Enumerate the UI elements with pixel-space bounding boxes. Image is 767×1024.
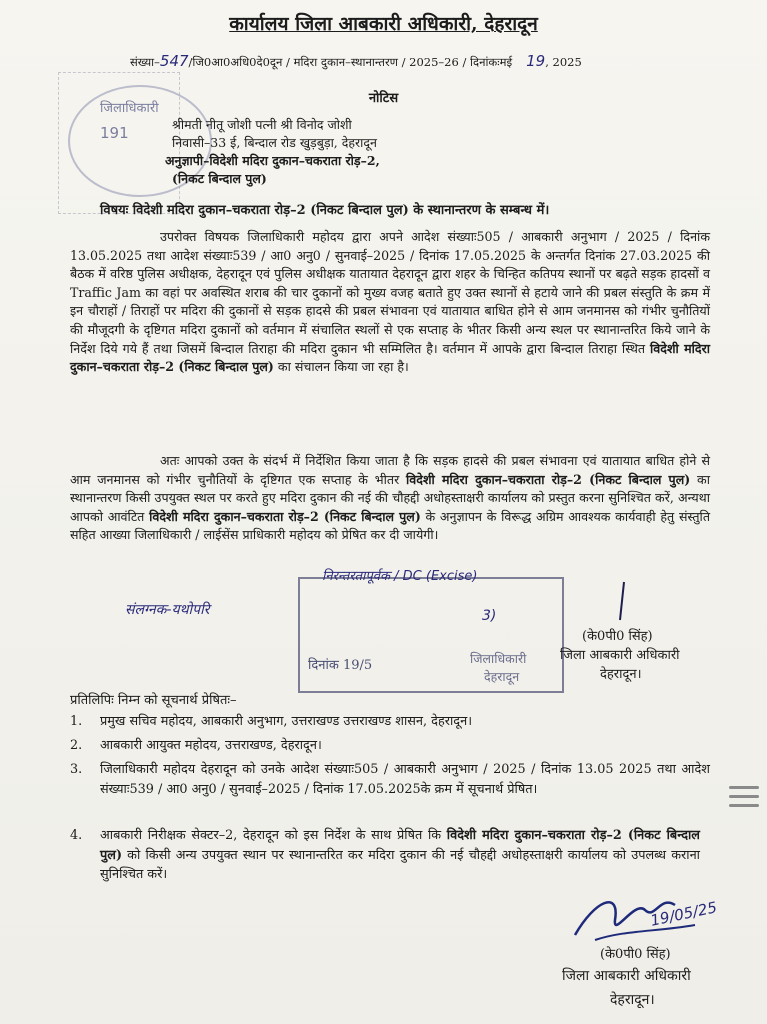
- signature-2-date: 19/05/25: [648, 898, 719, 930]
- ref-middle: /जि0आ0अधि0दे0दून / मदिरा दुकान–स्थानान्तरण / 2025–26 / दिनांकःमई: [188, 55, 513, 69]
- addressee-line-1: श्रीमती नीतू जोशी पत्नी श्री विनोद जोशी: [172, 117, 352, 132]
- enclosure-note: संलग्नक-यथोपरि: [125, 602, 210, 618]
- stamp-date: दिनांक 19/5: [308, 658, 373, 673]
- ref-year: , 2025: [545, 55, 582, 69]
- signature-2-name: (के0पी0 सिंह): [600, 947, 671, 962]
- copy-heading: प्रतिलिपिः निम्न को सूचनार्थ प्रेषितः–: [70, 693, 237, 708]
- hamburger-menu-icon[interactable]: [721, 780, 767, 820]
- signature-1-designation: जिला आबकारी अधिकारी: [560, 648, 680, 663]
- body-paragraph-2: अतः आपको उक्त के संदर्भ में निर्देशित किया जाता है कि सड़क हादसे की प्रबल संभावना एवं यातायात बाधित होने से आम जनमानस को गंभीर चुनौतियों के दृष्टिगत एक सप्ताह के भीतर विदेशी मदिरा दुकान–चकराता रोड़–2 (निकट बिन्दाल पुल) का स्थानान्तरण किसी उपयुक्त स्थल पर करते हुए मदिरा दुकान की नई की चौहद्दी अधोहस्ताक्षरी कार्यालय को प्रस्तुत करना सुनिश्चित करें, अन्यथा आपको आवंटित विदेशी मदिरा दुकान–चकराता रोड़–2 (निकट बिन्दाल पुल) के अनुज्ञापन के विरूद्ध अग्रिम आवश्यक कार्यवाही हेतु संस्तुति सहित आख्या जिलाधिकारी / लाईसेंस प्राधिकारी महोदय को प्रेषित कर दी जायेगी।: [70, 453, 710, 543]
- signature-1-place: देहरादून।: [600, 667, 642, 682]
- round-stamp-text: जिलाधिकारी 191: [100, 101, 159, 142]
- copy-item-3: 3. जिलाधिकारी महोदय देहरादून को उनके आदेश संख्याः505 / आबकारी अनुभाग / 2025 / दिनांक 13.05 2025 तथा आदेश संख्याः539 / आ0 अनु0 / सुनवाई–2025 / दिनांक 17.05.2025के क्रम में सूचनार्थ प्रेषित।: [70, 762, 710, 797]
- copy-item-4: 4. आबकारी निरीक्षक सेक्टर–2, देहरादून को इस निर्देश के साथ प्रेषित कि विदेशी मदिरा दुकान–चकराता रोड़–2 (निकट बिन्दाल पुल) को किसी अन्य उपयुक्त स्थान पर स्थानान्तरित कर मदिरा दुकान की नई चौहद्दी अधोहस्ताक्षरी कार्यालय को उपलब्ध कराना सुनिश्चित करें।: [70, 828, 700, 882]
- office-title: कार्यालय जिला आबकारी अधिकारी, देहरादून: [229, 13, 538, 35]
- stamp-mark: 3): [482, 608, 497, 624]
- addressee-line-3: अनुज्ञापी–विदेशी मदिरा दुकान–चकराता रोड़–2,: [165, 153, 380, 168]
- stamp-office: जिलाधिकारी देहरादून: [470, 651, 527, 684]
- notice-title: नोटिस: [368, 91, 399, 106]
- signature-2-designation: जिला आबकारी अधिकारी: [562, 968, 691, 984]
- body-paragraph-1: उपरोक्त विषयक जिलाधिकारी महोदय द्वारा अपने आदेश संख्याः505 / आबकारी अनुभाग / 2025 / दिनांक 13.05.2025 तथा आदेश संख्याः539 / आ0 अनु0 / सुनवाई–2025 / दिनांक 17.05.2025 के अन्तर्गत दिनांक 27.03.2025 की बैठक में वरिष्ठ पुलिस अधीक्षक, देहरादून एवं पुलिस अधीक्षक यातायात देहरादून द्वारा शहर के चिन्हित कतिपय स्थानों पर बढ़ते सड़क हादसों व Traffic Jam का वहां पर अवस्थित शराब की चार दुकानों को मुख्य वजह बताते हुए उक्त स्थानों से हटाये जाने की प्रबल संस्तुति के क्रम में इन चौराहों / तिराहों पर मदिरा की दुकानों से सड़क हादसे की प्रबल संभावना एवं यातायात बाधित होने से आम जनमानस को गंभीर चुनौतियों की मौजूदगी के दृष्टिगत मदिरा दुकानों को वर्तमान में संचालित स्थलों से एक सप्ताह के भीतर किसी अन्य स्थल पर स्थानान्तरित किये जाने के निर्देश दिये गये हैं तथा जिसमें बिन्दाल तिराहा की मदिरा दुकान भी सम्मिलित है। वर्तमान में आपके द्वारा बिन्दाल तिराहा स्थित विदेशी मदिरा दुकान–चकराता रोड़–2 (निकट बिन्दाल पुल) का संचालन किया जा रहा है।: [70, 229, 710, 375]
- ref-day: 19: [526, 52, 546, 70]
- reference-line: [130, 52, 582, 70]
- copy-item-1: 1. प्रमुख सचिव महोदय, आबकारी अनुभाग, उत्तराखण्ड उत्तराखण्ड शासन, देहरादून।: [70, 714, 473, 729]
- signature-1-name: (के0पी0 सिंह): [582, 629, 653, 644]
- copy-item-2: 2. आबकारी आयुक्त महोदय, उत्तराखण्ड, देहरादून।: [70, 738, 322, 753]
- addressee-line-4: (निकट बिन्दाल पुल): [172, 171, 267, 186]
- subject-line: विषयः विदेशी मदिरा दुकान–चकराता रोड़–2 (निकट बिन्दाल पुल) के स्थानान्तरण के सम्बन्ध में।: [100, 203, 550, 218]
- ref-number: 547: [159, 52, 189, 70]
- addressee-line-2: निवासी–33 ई, बिन्दाल रोड खुड़बुड़ा, देहरादून: [172, 135, 377, 150]
- signature-1-mark: [600, 580, 640, 624]
- ref-prefix: संख्या–: [130, 55, 160, 69]
- stamp-handwritten-note: निरन्तरतापूर्वक / DC (Excise): [322, 569, 478, 584]
- signature-2-place: देहरादून।: [610, 992, 655, 1008]
